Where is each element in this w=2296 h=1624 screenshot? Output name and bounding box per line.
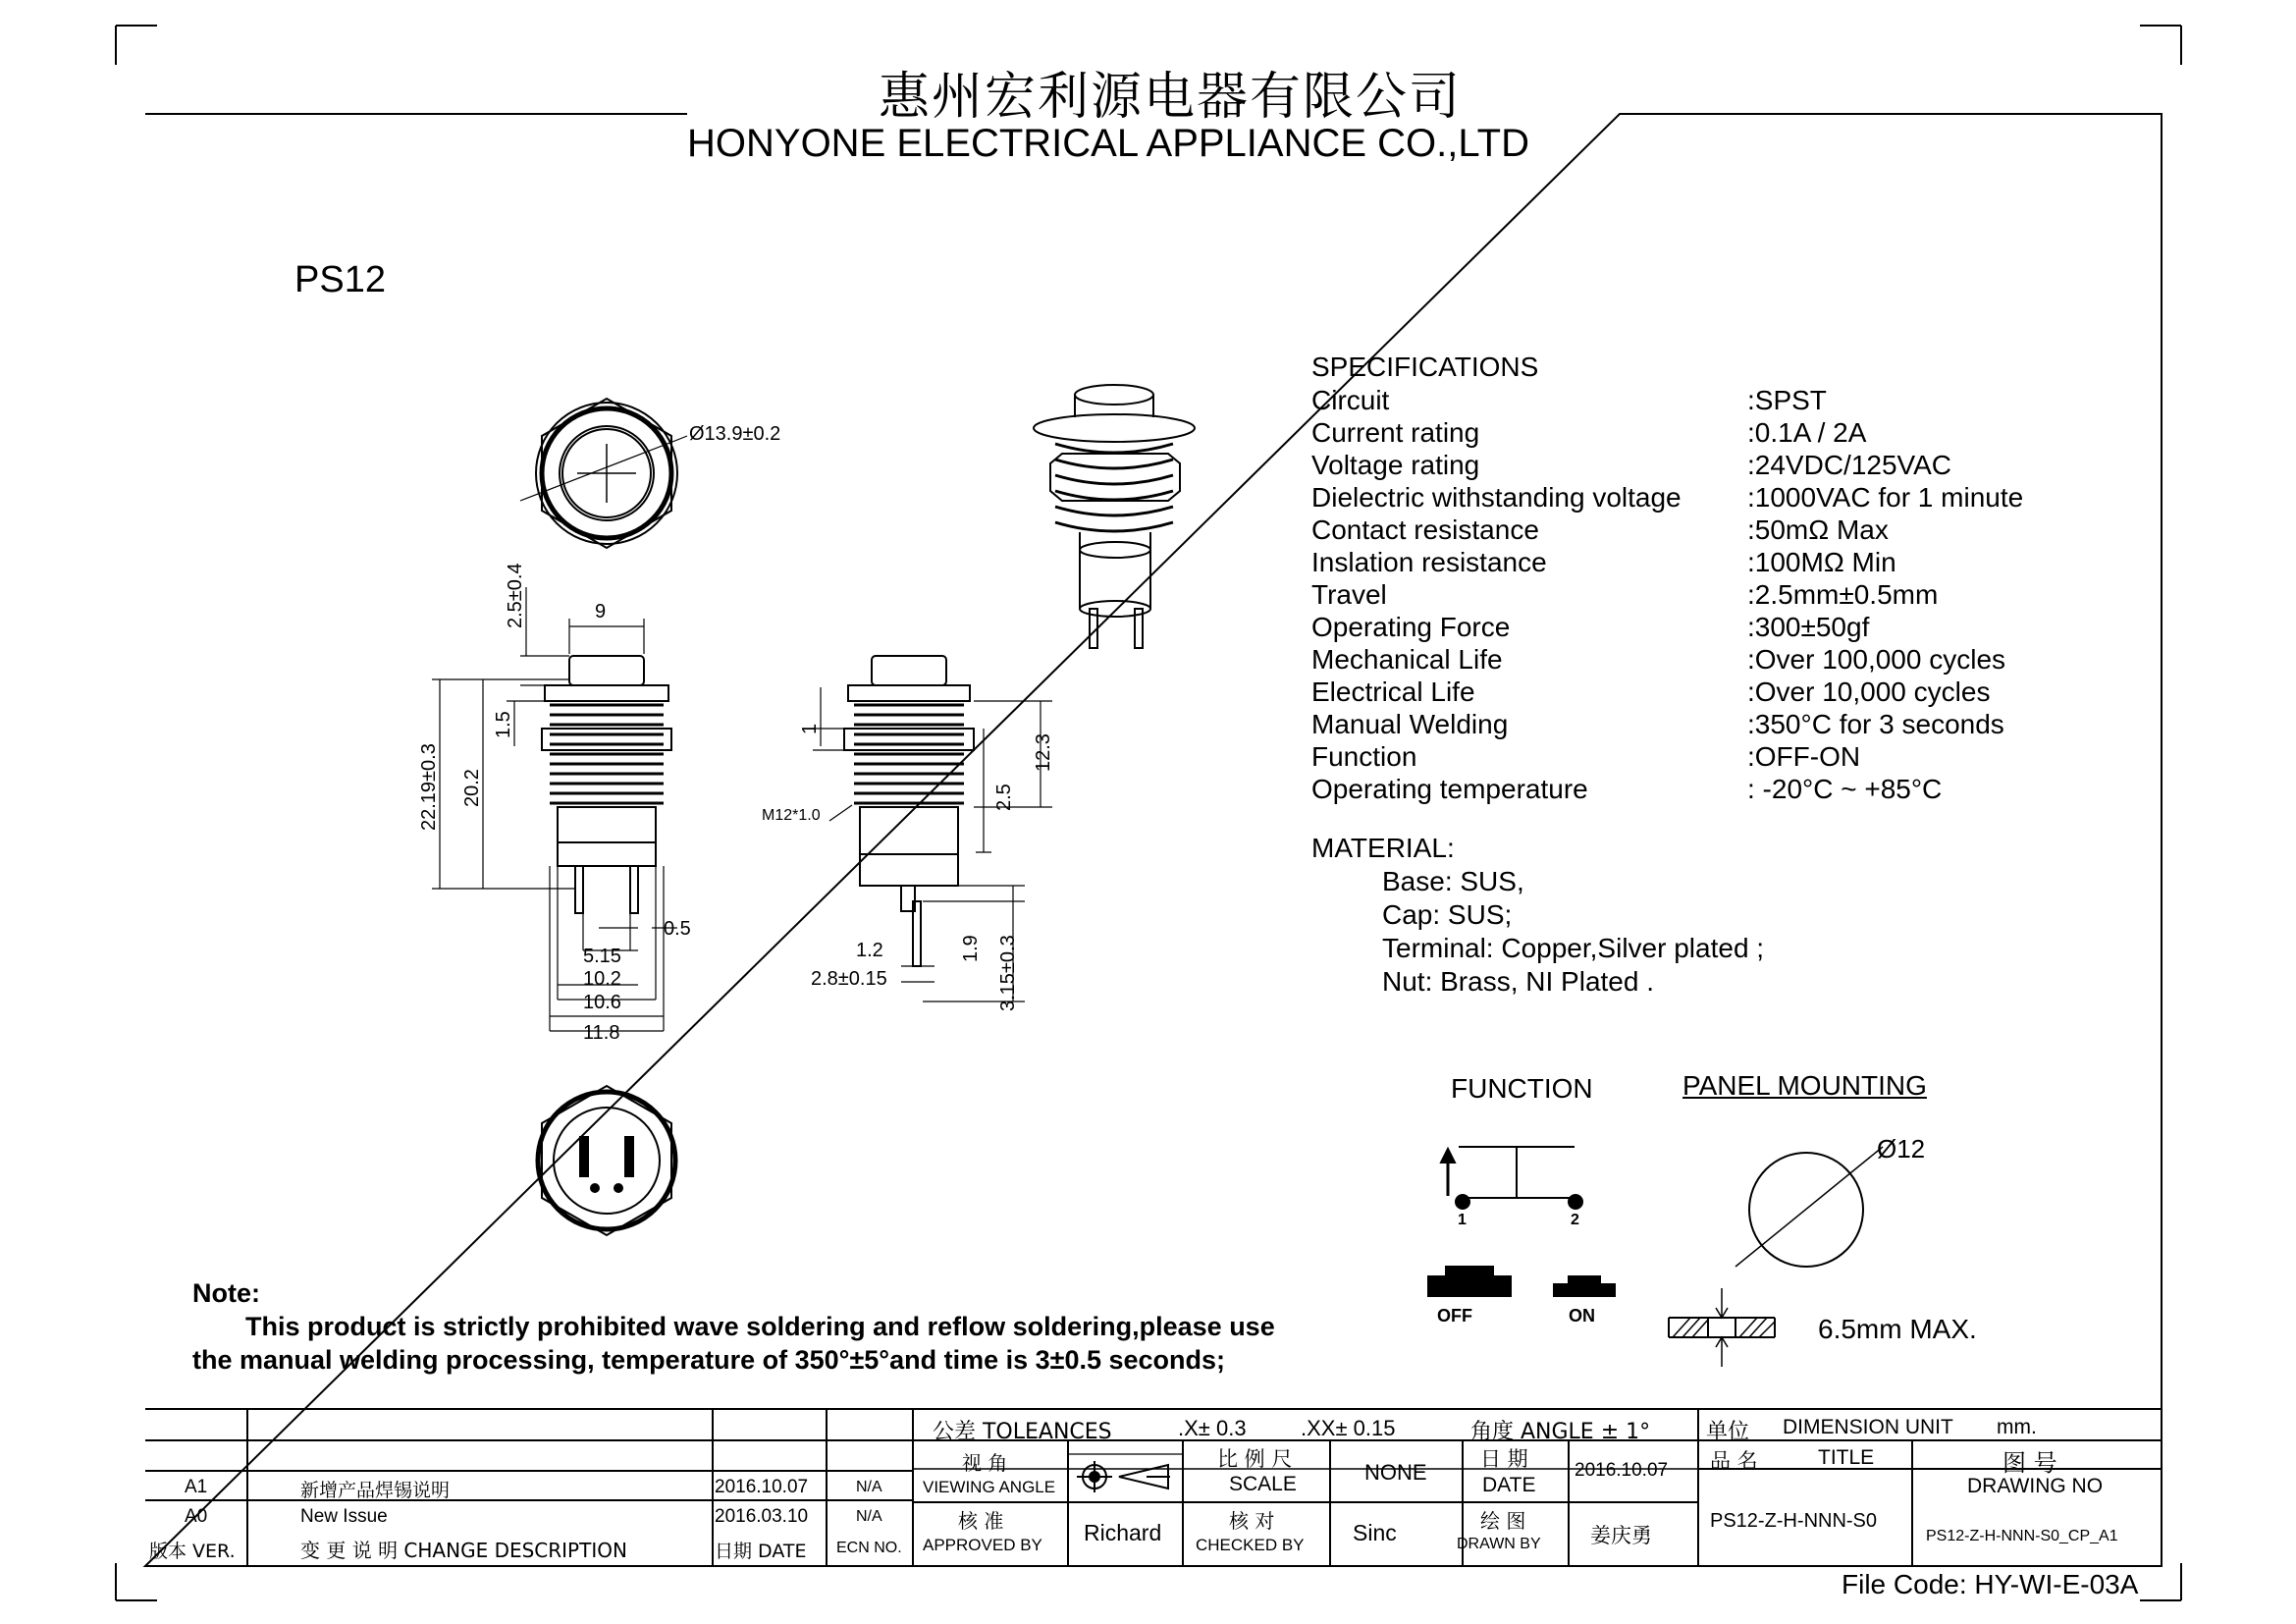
dim-123: 12.3 bbox=[1033, 733, 1054, 772]
spec-label: Electrical Life bbox=[1311, 677, 1475, 707]
scale-cn: 比 例 尺 bbox=[1217, 1447, 1293, 1471]
view-cn: 视 角 bbox=[962, 1451, 1008, 1475]
drawn-cn: 绘 图 bbox=[1480, 1509, 1526, 1533]
checked-cn: 核 对 bbox=[1229, 1509, 1275, 1533]
function-symbol bbox=[1428, 1147, 1615, 1296]
bottom-view bbox=[538, 1086, 675, 1235]
dim-12: 1.2 bbox=[856, 940, 883, 961]
dim-cap-width: 9 bbox=[595, 601, 607, 623]
rev-ver: A0 bbox=[185, 1506, 208, 1527]
spec-label: Travel bbox=[1311, 579, 1387, 610]
spec-value: :300±50gf bbox=[1747, 612, 1870, 642]
function-on: ON bbox=[1569, 1306, 1595, 1326]
hdr-ver: 版本 VER. bbox=[149, 1541, 236, 1562]
function-title: FUNCTION bbox=[1451, 1073, 1593, 1104]
spec-row bbox=[1311, 741, 2195, 774]
spec-value: : -20°C ~ +85°C bbox=[1747, 774, 1943, 804]
tol-x: .X± 0.3 bbox=[1178, 1416, 1247, 1440]
spec-label: Manual Welding bbox=[1311, 709, 1509, 739]
drawn-val: 姜庆勇 bbox=[1590, 1524, 1652, 1547]
spec-label: Inslation resistance bbox=[1311, 547, 1547, 577]
rev-desc: New Issue bbox=[300, 1506, 388, 1527]
spec-row bbox=[1311, 774, 2195, 806]
tol-angle: 角度 ANGLE ± 1° bbox=[1470, 1420, 1651, 1444]
spec-label: Current rating bbox=[1311, 417, 1480, 448]
spec-row bbox=[1311, 644, 2195, 677]
dim-25: 2.5 bbox=[993, 784, 1015, 811]
spec-row bbox=[1311, 514, 2195, 547]
approved-cn: 核 准 bbox=[958, 1509, 1004, 1533]
view-en: VIEWING ANGLE bbox=[923, 1478, 1056, 1496]
date-cn: 日 期 bbox=[1480, 1447, 1528, 1471]
dim-118: 11.8 bbox=[583, 1022, 620, 1044]
dim-106: 10.6 bbox=[583, 992, 621, 1013]
spec-label: Mechanical Life bbox=[1311, 644, 1503, 675]
panel-diameter: Ø12 bbox=[1877, 1134, 1926, 1164]
note-line2: the manual welding processing, temperature of 350°±5°and time is 3±0.5 seconds; bbox=[192, 1345, 1226, 1375]
drawno-cn: 图 号 bbox=[2002, 1449, 2057, 1477]
spec-label: Contact resistance bbox=[1311, 514, 1539, 545]
dim-1: 1 bbox=[799, 723, 821, 734]
drawn-en: DRAWN BY bbox=[1457, 1536, 1541, 1552]
checked-en: CHECKED BY bbox=[1196, 1536, 1305, 1554]
dim-19: 1.9 bbox=[960, 935, 982, 962]
hdr-ecn: ECN NO. bbox=[836, 1540, 902, 1556]
dim-top-dia: Ø13.9±0.2 bbox=[689, 423, 781, 445]
note-line1: This product is strictly prohibited wave soldering and reflow soldering,please use bbox=[245, 1312, 1275, 1341]
spec-label: Dielectric withstanding voltage bbox=[1311, 482, 1682, 513]
date-val: 2016.10.07 bbox=[1575, 1460, 1669, 1481]
dim-flange: 1.5 bbox=[493, 711, 514, 738]
spec-row bbox=[1311, 417, 2195, 450]
scale-en: SCALE bbox=[1229, 1473, 1297, 1495]
panel-mounting-title: PANEL MOUNTING bbox=[1682, 1070, 1927, 1101]
note-heading: Note: bbox=[192, 1278, 260, 1308]
date-en: DATE bbox=[1482, 1474, 1536, 1496]
spec-value: :0.1A / 2A bbox=[1747, 417, 1867, 448]
spec-value: :2.5mm±0.5mm bbox=[1747, 579, 1939, 610]
material-item: Base: SUS, bbox=[1382, 866, 1524, 896]
dim-body-height: 20.2 bbox=[461, 769, 483, 807]
spec-label: Circuit bbox=[1311, 385, 1390, 415]
spec-row bbox=[1311, 385, 2195, 417]
name-en: TITLE bbox=[1818, 1446, 1875, 1469]
file-code: File Code: HY-WI-E-03A bbox=[1842, 1569, 2139, 1599]
tolerances-label: 公差 TOLEANCES bbox=[933, 1420, 1112, 1444]
material-item: Cap: SUS; bbox=[1382, 899, 1513, 930]
spec-row bbox=[1311, 450, 2195, 482]
approved-en: APPROVED BY bbox=[923, 1536, 1042, 1554]
spec-row bbox=[1311, 579, 2195, 612]
drawno-en: DRAWING NO bbox=[1967, 1475, 2104, 1497]
spec-row bbox=[1311, 612, 2195, 644]
rev-date: 2016.10.07 bbox=[715, 1477, 809, 1497]
unit-val: mm. bbox=[1997, 1416, 2037, 1438]
spec-value: :350°C for 3 seconds bbox=[1747, 709, 2004, 739]
material-item: Terminal: Copper,Silver plated ; bbox=[1382, 933, 1765, 963]
rev-ecn: N/A bbox=[856, 1479, 882, 1495]
top-view bbox=[520, 399, 687, 548]
tol-xx: .XX± 0.15 bbox=[1301, 1416, 1396, 1440]
spec-value: :Over 10,000 cycles bbox=[1747, 677, 1991, 707]
spec-row bbox=[1311, 677, 2195, 709]
spec-value: :100MΩ Min bbox=[1747, 547, 1896, 577]
rev-date: 2016.03.10 bbox=[715, 1506, 809, 1527]
dim-thread: M12*1.0 bbox=[762, 807, 821, 824]
spec-label: Operating temperature bbox=[1311, 774, 1588, 804]
title-val: PS12-Z-H-NNN-S0 bbox=[1710, 1510, 1878, 1532]
dim-pin-thk: 0.5 bbox=[664, 918, 691, 940]
spec-value: :1000VAC for 1 minute bbox=[1747, 482, 2024, 513]
scale-val: NONE bbox=[1364, 1460, 1427, 1485]
spec-value: :50mΩ Max bbox=[1747, 514, 1889, 545]
company-name-en: HONYONE ELECTRICAL APPLIANCE CO.,LTD bbox=[687, 122, 1529, 165]
panel-thickness: 6.5mm MAX. bbox=[1818, 1314, 1977, 1344]
unit-en: DIMENSION UNIT bbox=[1783, 1416, 1953, 1438]
unit-cn: 单位 bbox=[1706, 1420, 1750, 1444]
iso-view bbox=[1034, 385, 1195, 648]
name-cn: 品 名 bbox=[1710, 1449, 1758, 1473]
spec-value: :Over 100,000 cycles bbox=[1747, 644, 2006, 675]
checked-val: Sinc bbox=[1353, 1520, 1397, 1545]
function-off: OFF bbox=[1437, 1306, 1472, 1326]
spec-label: Operating Force bbox=[1311, 612, 1511, 642]
dim-cap-height: 2.5±0.4 bbox=[505, 563, 526, 628]
spec-row bbox=[1311, 547, 2195, 579]
spec-row bbox=[1311, 482, 2195, 514]
dim-315: 3.15±0.3 bbox=[997, 935, 1019, 1011]
spec-row bbox=[1311, 709, 2195, 741]
rev-desc: 新增产品焊锡说明 bbox=[300, 1480, 451, 1501]
hdr-date: 日期 DATE bbox=[715, 1541, 807, 1562]
material-heading: MATERIAL: bbox=[1311, 833, 1455, 863]
dim-28: 2.8±0.15 bbox=[811, 968, 887, 990]
spec-value: :24VDC/125VAC bbox=[1747, 450, 1952, 480]
specs-table bbox=[1311, 385, 2195, 806]
approved-val: Richard bbox=[1084, 1520, 1162, 1545]
dim-515: 5.15 bbox=[583, 946, 621, 967]
spec-label: Function bbox=[1311, 741, 1417, 772]
spec-label: Voltage rating bbox=[1311, 450, 1480, 480]
side-view-front bbox=[432, 587, 677, 1031]
spec-value: :SPST bbox=[1747, 385, 1827, 415]
rev-ver: A1 bbox=[185, 1477, 208, 1497]
hdr-desc: 变 更 说 明 CHANGE DESCRIPTION bbox=[300, 1539, 627, 1562]
dim-102: 10.2 bbox=[583, 968, 621, 990]
drawno-val: PS12-Z-H-NNN-S0_CP_A1 bbox=[1926, 1528, 2118, 1544]
model-label: PS12 bbox=[294, 259, 386, 300]
company-name-cn: 惠州宏利源电器有限公司 bbox=[879, 68, 1463, 127]
function-pin2: 2 bbox=[1571, 1212, 1579, 1228]
material-item: Nut: Brass, NI Plated . bbox=[1382, 966, 1654, 997]
dim-total-height: 22.19±0.3 bbox=[418, 743, 440, 831]
rev-ecn: N/A bbox=[856, 1508, 882, 1525]
specs-heading: SPECIFICATIONS bbox=[1311, 352, 1539, 382]
viewing-angle-icon bbox=[1077, 1461, 1170, 1492]
function-pin1: 1 bbox=[1458, 1212, 1467, 1228]
spec-value: :OFF-ON bbox=[1747, 741, 1861, 772]
